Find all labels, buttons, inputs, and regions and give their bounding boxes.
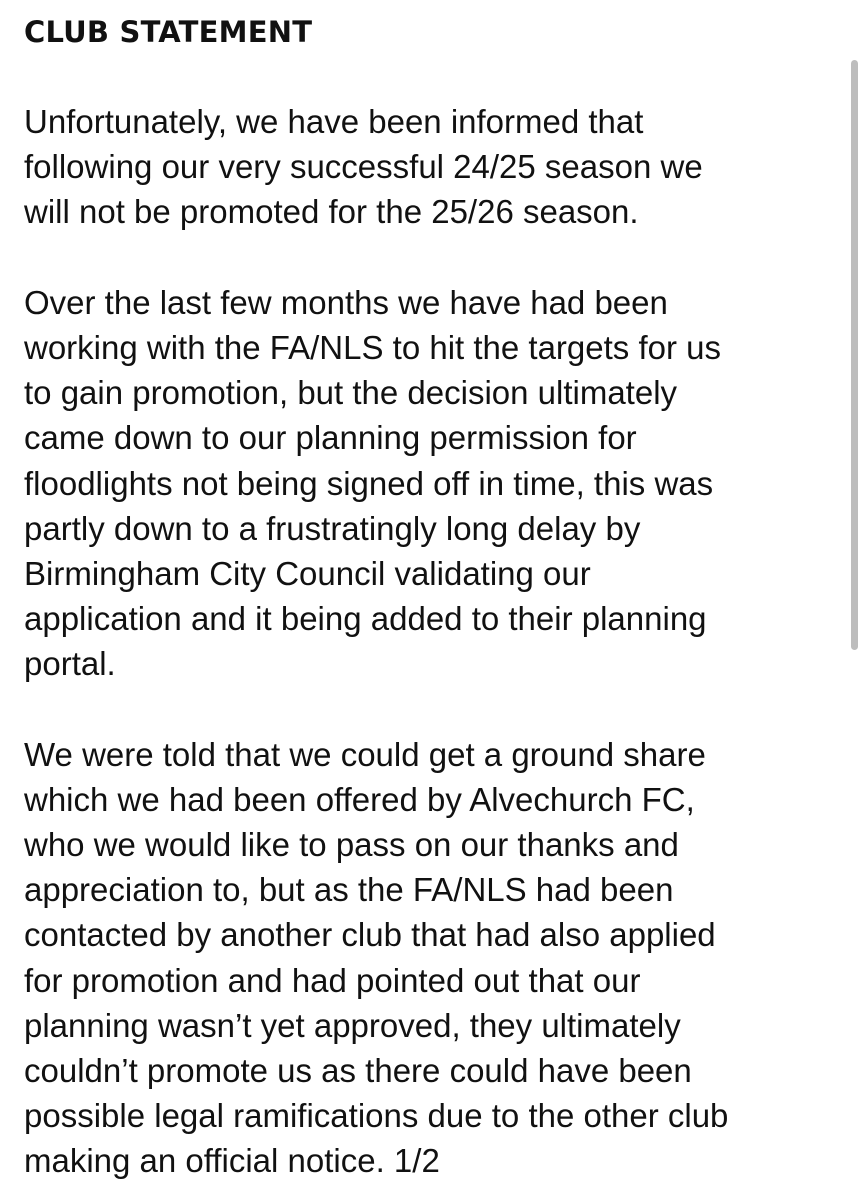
text-line: floodlights not being signed off in time, this was (24, 464, 714, 502)
text-line: application and it being added to their planning (24, 600, 707, 638)
text-line: Unfortunately, we have been informed that (24, 103, 644, 140)
text-line: who we would like to pass on our thanks and (24, 826, 679, 863)
text-line: will not be promoted for the 25/26 season. (24, 193, 639, 231)
text-line: making an official notice. 1/2 (24, 1142, 440, 1180)
text-line: couldn’t promote us as there could have been (24, 1051, 692, 1089)
text-line: portal. (24, 645, 116, 683)
text-line: following our very successful 24/25 season we (24, 148, 703, 186)
paragraph-gap (24, 686, 829, 731)
text-line: contacted by another club that had also applied (24, 916, 716, 954)
text-line: came down to our planning permission for (24, 419, 637, 457)
text-line: possible legal ramifications due to the other club (24, 1097, 729, 1135)
text-line: partly down to a frustratingly long delay by (24, 509, 641, 547)
statement-title: CLUB STATEMENT (24, 15, 313, 49)
text-line: Birmingham City Council validating our (24, 554, 591, 592)
text-line: appreciation to, but as the FA/NLS had been (24, 871, 674, 909)
text-line: Over the last few months we have had been (24, 283, 668, 321)
text-line: planning wasn’t yet approved, they ultimately (24, 1006, 681, 1044)
text-line: to gain promotion, but the decision ultimately (24, 374, 678, 412)
text-line: for promotion and had pointed out that our (24, 961, 641, 999)
vertical-scrollbar[interactable] (851, 60, 858, 650)
text-line: working with the FA/NLS to hit the targets for us (24, 328, 721, 366)
text-line: We were told that we could get a ground share (24, 735, 706, 773)
text-line: which we had been offered by Alvechurch FC, (24, 780, 695, 818)
paragraph-gap (24, 235, 829, 280)
statement-body (24, 99, 829, 1184)
